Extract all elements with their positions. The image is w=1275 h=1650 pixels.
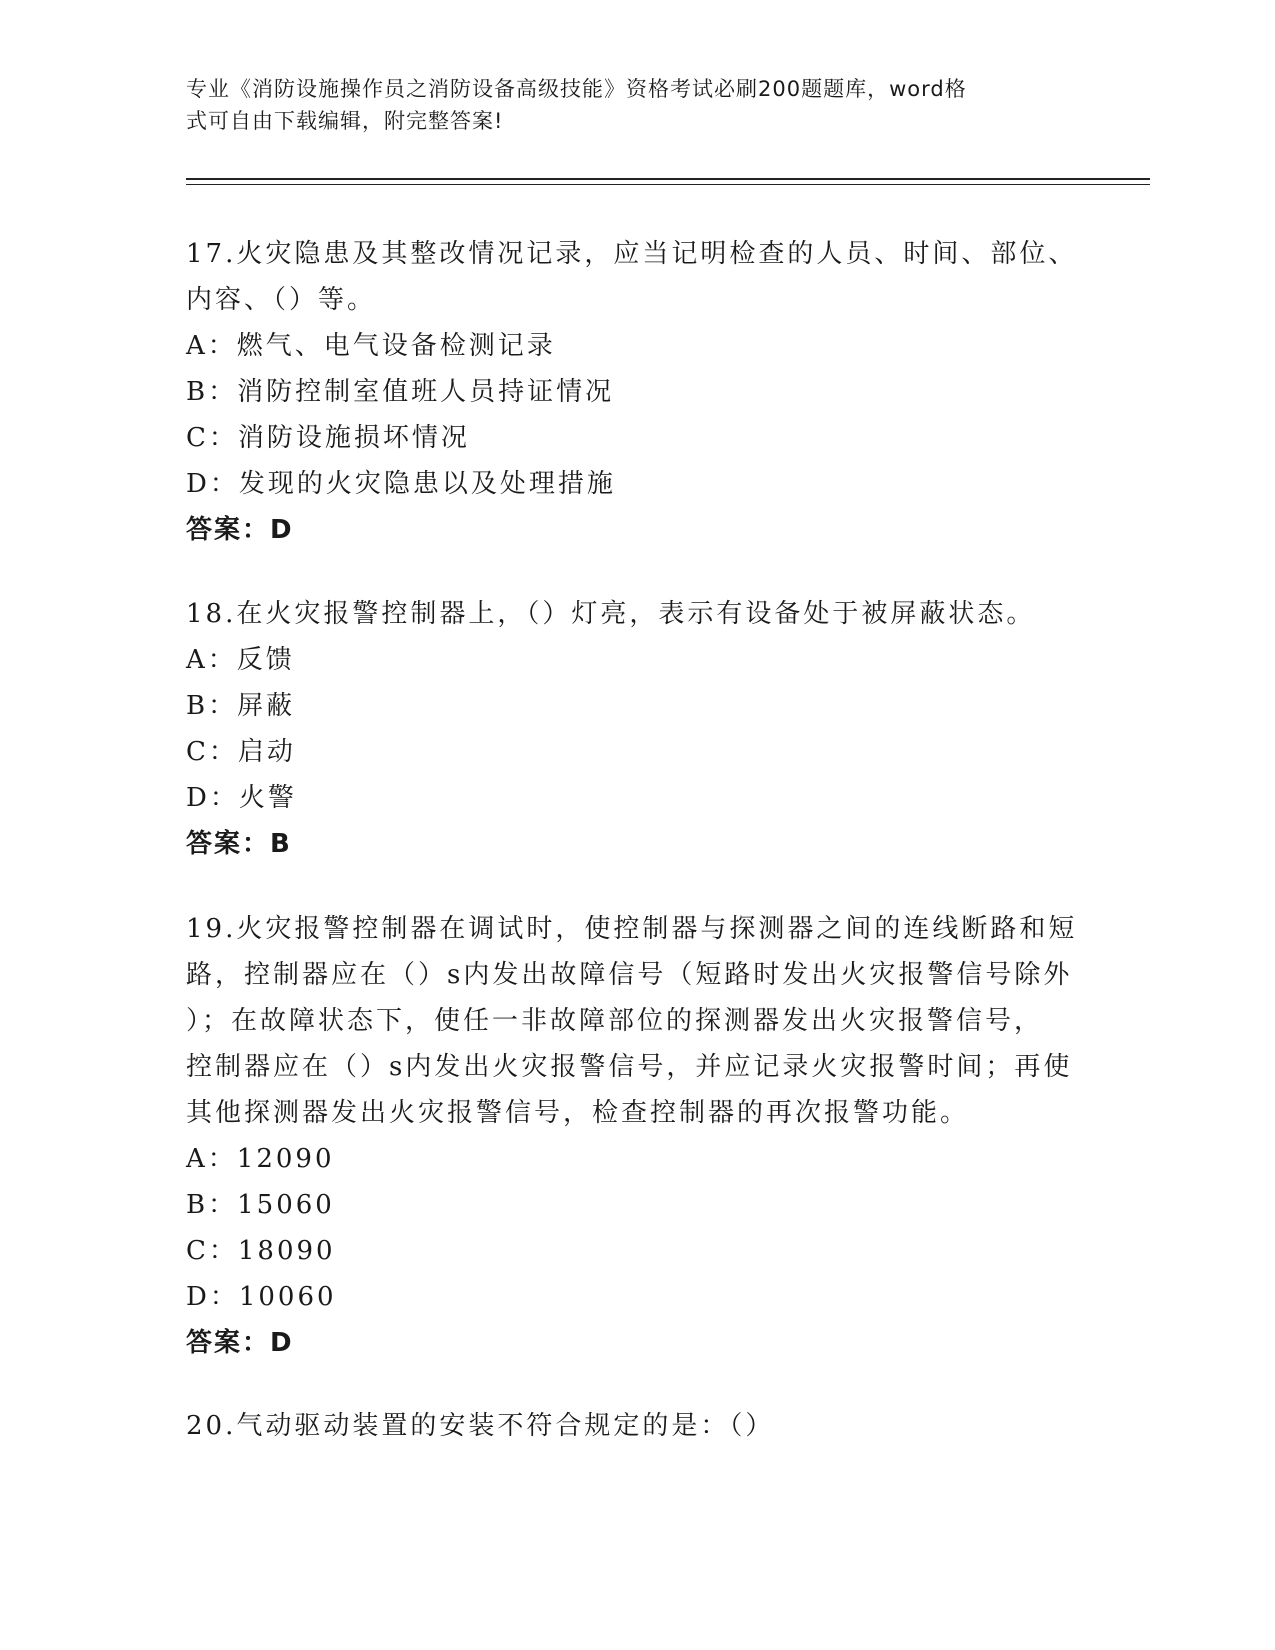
header-divider-thin (186, 184, 1150, 185)
option-a: A：反馈 (186, 645, 295, 675)
stem-line: 内容、（）等。 (186, 285, 377, 315)
stem-line: 气动驱动装置的安装不符合规定的是：（） (236, 1411, 775, 1441)
question-19 (186, 906, 1086, 1366)
option-b: B：屏蔽 (186, 691, 296, 721)
option-c: C：消防设施损坏情况 (186, 423, 470, 453)
question-20 (186, 1403, 1086, 1449)
question-number: 18. (186, 599, 237, 629)
answer: 答案：B (186, 829, 292, 859)
header-line-1: 专业《消防设施操作员之消防设备高级技能》资格考试必刷200题题库，word格 (186, 77, 967, 101)
option-d: D：10060 (186, 1282, 337, 1312)
option-c: C：启动 (186, 737, 296, 767)
header-divider-thick (186, 178, 1150, 180)
stem-line: 在火灾报警控制器上，（）灯亮，表示有设备处于被屏蔽状态。 (236, 599, 1036, 629)
document-header (186, 73, 1066, 137)
option-c: C：18090 (186, 1236, 336, 1266)
stem-line: 路，控制器应在（）s内发出故障信号（短路时发出火灾报警信号除外 (186, 960, 1073, 990)
question-number: 20. (186, 1411, 237, 1441)
question-stem (186, 591, 1086, 637)
question-stem (186, 231, 1086, 277)
stem-line: 其他探测器发出火灾报警信号，检查控制器的再次报警功能。 (186, 1098, 970, 1128)
option-b: B：消防控制室值班人员持证情况 (186, 377, 615, 407)
option-a: A：燃气、电气设备检测记录 (186, 331, 556, 361)
question-17 (186, 231, 1086, 553)
header-line-2: 式可自由下载编辑，附完整答案! (186, 109, 504, 133)
stem-line: 火灾报警控制器在调试时，使控制器与探测器之间的连线断路和短 (236, 914, 1078, 944)
option-d: D：发现的火灾隐患以及处理措施 (186, 469, 616, 499)
option-a: A：12090 (186, 1144, 335, 1174)
stem-line: 火灾隐患及其整改情况记录，应当记明检查的人员、时间、部位、 (236, 239, 1078, 269)
answer: 答案：D (186, 515, 294, 545)
option-b: B：15060 (186, 1190, 335, 1220)
question-number: 17. (186, 239, 237, 269)
question-number: 19. (186, 914, 237, 944)
question-18 (186, 591, 1086, 867)
option-d: D：火警 (186, 783, 297, 813)
stem-line: ）；在故障状态下，使任一非故障部位的探测器发出火灾报警信号， (186, 1006, 1044, 1036)
question-stem (186, 1403, 1086, 1449)
stem-line: 控制器应在（）s内发出火灾报警信号，并应记录火灾报警时间；再使 (186, 1052, 1073, 1082)
question-stem (186, 906, 1086, 952)
answer: 答案：D (186, 1328, 294, 1358)
